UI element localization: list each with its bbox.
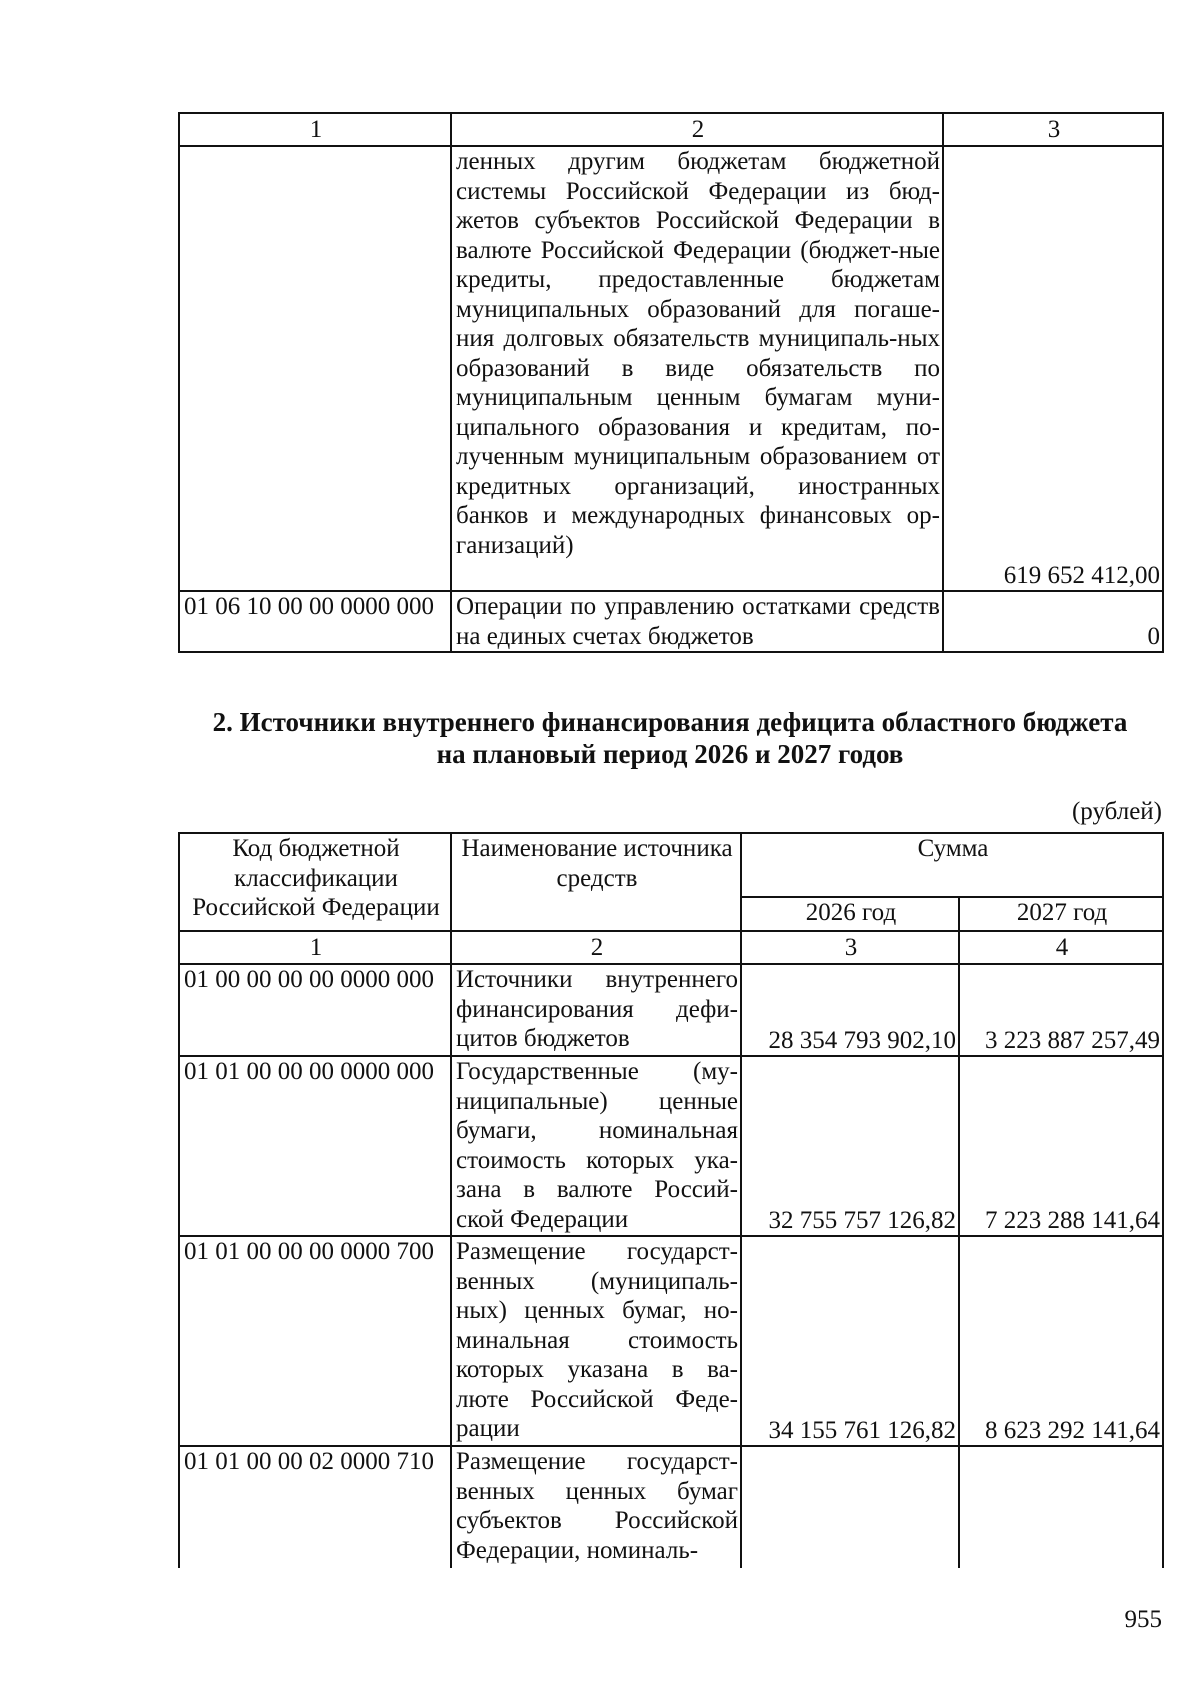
amount-2026-cell	[741, 1446, 959, 1568]
page-number: 955	[1124, 1606, 1162, 1633]
header-year-2027: 2027 год	[959, 897, 1163, 931]
amount-2027-cell: 8 623 292 141,64	[959, 1236, 1163, 1446]
column-number: 4	[959, 931, 1163, 964]
source-name-cell: Операции по управлению остатками средств на единых счетах бюджетов	[451, 591, 943, 652]
column-number: 1	[179, 113, 451, 146]
table-row	[179, 591, 1163, 652]
table-row	[179, 1446, 1163, 1568]
budget-code-cell: 01 01 00 00 00 0000 700	[179, 1236, 451, 1446]
section-subtitle: на плановый период 2026 и 2027 годов	[436, 739, 904, 769]
source-name-cell: Размещение государст-венных (муниципаль-ных) ценных бумаг, но-минальная стоимость которых указана в ва-люте Российской Феде-рации	[451, 1236, 741, 1446]
column-number: 2	[451, 931, 741, 964]
amount-2026-cell: 28 354 793 902,10	[741, 964, 959, 1056]
amount-2026-cell: 34 155 761 126,82	[741, 1236, 959, 1446]
column-number: 1	[179, 931, 451, 964]
header-code: Код бюджетной классификации Российской Федерации	[179, 833, 451, 931]
amount-2027-cell: 3 223 887 257,49	[959, 964, 1163, 1056]
budget-code-cell: 01 01 00 00 02 0000 710	[179, 1446, 451, 1568]
header-year-2026: 2026 год	[741, 897, 959, 931]
budget-code-cell	[179, 146, 451, 591]
table-header-row	[179, 833, 1163, 897]
table-continuation	[178, 112, 1164, 653]
units-label: (рублей)	[1071, 798, 1162, 825]
table-row	[179, 1236, 1163, 1446]
table-row	[179, 146, 1163, 591]
budget-code-cell: 01 00 00 00 00 0000 000	[179, 964, 451, 1056]
column-number: 3	[741, 931, 959, 964]
amount-2027-cell: 7 223 288 141,64	[959, 1056, 1163, 1236]
table-row	[179, 1056, 1163, 1236]
column-number: 3	[943, 113, 1163, 146]
amount-2026-cell: 32 755 757 126,82	[741, 1056, 959, 1236]
sources-table	[178, 832, 1164, 1568]
source-name-cell: Источники внутреннего финансирования дефи-цитов бюджетов	[451, 964, 741, 1056]
source-name-cell: Государственные (му-ниципальные) ценные бумаги, номинальная стоимость которых ука-зана в валюте Россий-ской Федерации	[451, 1056, 741, 1236]
amount-2027-cell	[959, 1446, 1163, 1568]
column-number: 2	[451, 113, 943, 146]
amount-cell: 619 652 412,00	[943, 146, 1163, 591]
column-number-row	[179, 931, 1163, 964]
budget-code-cell: 01 01 00 00 00 0000 000	[179, 1056, 451, 1236]
source-name-cell: Размещение государст-венных ценных бумаг субъектов Российской Федерации, номиналь-	[451, 1446, 741, 1568]
source-name-cell: ленных другим бюджетам бюджетной системы Российской Федерации из бюд-жетов субъектов Российской Федерации в валюте Российской Федерации (бюджет-ные кредиты, предоставленные бюджетам муниципальных образований для погаше-ния долговых обязательств муниципаль-ных образований в виде обязательств по муниципальным ценным бумагам муни-ципального образования и кредитам, по-лученным муниципальным образованием от кредитных организаций, иностранных банков и международных финансовых ор-ганизаций)	[451, 146, 943, 591]
header-name: Наименование источника средств	[451, 833, 741, 931]
section-title: 2. Источники внутреннего финансирования дефицита областного бюджета	[212, 707, 1128, 737]
header-sum: Сумма	[741, 833, 1163, 897]
budget-code-cell: 01 06 10 00 00 0000 000	[179, 591, 451, 652]
table-row	[179, 964, 1163, 1056]
amount-cell: 0	[943, 591, 1163, 652]
column-number-row	[179, 113, 1163, 146]
